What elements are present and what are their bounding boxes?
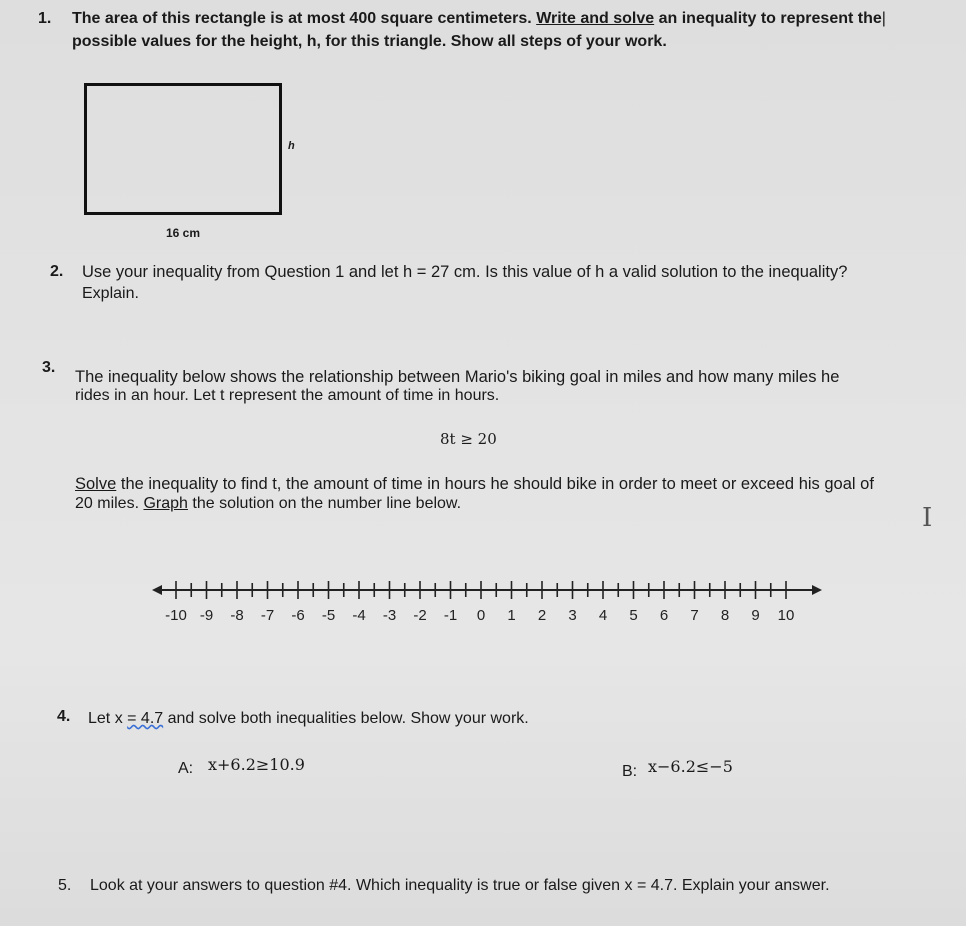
number-line-label: 5	[629, 607, 638, 624]
number-line-label: 9	[751, 607, 760, 624]
q3-line4-a: 20 miles.	[75, 495, 140, 512]
q5-number: 5.	[58, 877, 72, 894]
number-line-label: 4	[598, 607, 608, 624]
q5-text: Look at your answers to question #4. Which inequality is true or false given x = 4.7. Explain your answer.	[90, 877, 830, 894]
q2-line2: Explain.	[82, 285, 139, 302]
q3-line3	[75, 475, 874, 494]
q4-text-b: and solve both inequalities below. Show your work.	[167, 710, 529, 727]
q1-write-solve: Write and solve	[536, 10, 655, 27]
q1-line2: possible values for the height, h, for this triangle. Show all steps of your work.	[72, 33, 667, 50]
width-label: 16 cm	[166, 226, 201, 240]
number-line-label: -1	[443, 607, 458, 624]
rectangle-figure	[84, 83, 282, 215]
q4-b-expression: x−6.2≤−5	[648, 757, 733, 776]
number-line-label: 10	[777, 607, 795, 624]
q4-number: 4.	[57, 708, 71, 725]
number-line-label: 3	[568, 607, 577, 624]
q3-inequality: 8t ≥ 20	[440, 430, 497, 448]
q1-line1: The area of this rectangle is at most 400 square centimeters. Write and solve an inequality to represent the|	[72, 10, 886, 27]
q3-line4-b: the solution on the number line below.	[192, 495, 462, 512]
q2-line1: Use your inequality from Question 1 and let h = 27 cm. Is this value of h a valid solution to the inequality?	[82, 263, 848, 281]
q4-a-expression: x+6.2≥10.9	[208, 755, 305, 774]
number-line-label: 6	[659, 607, 669, 624]
q4-a-label: A:	[178, 760, 194, 777]
q1-line1-text-a: The area of this rectangle is at most 400 square centimeters.	[72, 10, 532, 27]
q2-number: 2.	[50, 263, 64, 280]
number-line-label: 8	[720, 607, 730, 624]
number-line-label: 7	[690, 607, 699, 624]
q3-number: 3.	[42, 359, 56, 376]
q4-value: = 4.7	[127, 710, 164, 727]
q1-line1-text-c: an inequality to represent the	[658, 10, 882, 27]
text-cursor-icon: I	[922, 503, 933, 533]
q3-line4	[75, 494, 461, 513]
number-line-label: -6	[291, 607, 305, 624]
number-line-label: -2	[413, 607, 427, 624]
q4-text-a: Let x	[88, 710, 123, 727]
q3-line2: rides in an hour. Let t represent the amount of time in hours.	[75, 387, 500, 404]
q4-b-label: B:	[622, 763, 638, 780]
number-line-label: -7	[260, 607, 275, 624]
number-line-label: 2	[537, 607, 547, 624]
solve-word: Solve	[75, 475, 117, 493]
number-line-right-arrow	[812, 585, 822, 595]
number-line-label: 1	[507, 607, 516, 624]
q1-number: 1.	[38, 10, 52, 27]
graph-word: Graph	[143, 495, 188, 512]
number-line-label: -8	[230, 607, 244, 624]
q3-line1: The inequality below shows the relationship between Mario's biking goal in miles and how many miles he	[75, 368, 840, 386]
number-line[interactable]	[150, 572, 840, 632]
number-line-label: -3	[382, 607, 397, 624]
q4-line	[88, 709, 529, 728]
q3-line3-rest: the inequality to find t, the amount of time in hours he should bike in order to meet or exceed his goal of	[120, 475, 874, 493]
number-line-left-arrow	[152, 585, 162, 595]
height-label: h	[288, 140, 295, 152]
number-line-label: 0	[476, 607, 486, 624]
number-line-label: -10	[165, 607, 187, 624]
number-line-label: -9	[199, 607, 214, 624]
number-line-label: -5	[321, 607, 336, 624]
number-line-label: -4	[352, 607, 366, 624]
